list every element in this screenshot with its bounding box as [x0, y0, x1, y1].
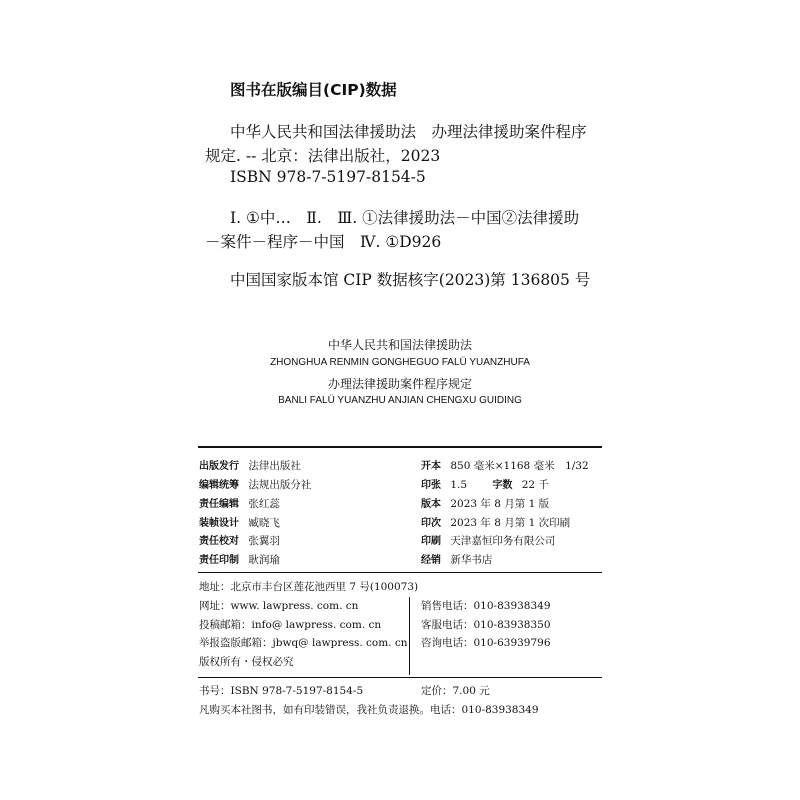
book-title-cn: 中华人民共和国法律援助法 [327, 338, 472, 352]
publication-value: 法规出版分社 [248, 479, 312, 491]
publication-row [421, 514, 570, 530]
publication-value: 850 毫米×1168 毫米 1/32 [450, 460, 589, 472]
publication-row [421, 476, 549, 492]
publication-row [199, 457, 301, 473]
copyright-notice: 版权所有・侵权必究 [199, 656, 294, 668]
publication-row [199, 476, 311, 492]
book-title-pinyin: ZHONGHUA RENMIN GONGHEGUO FALÜ YUANZHUFA [270, 357, 530, 368]
publication-row [199, 532, 280, 548]
service-phone: 客服电话：010-83938350 [421, 619, 551, 631]
publication-value: 张红蕊 [248, 498, 280, 510]
cip-isbn: ISBN 978-7-5197-8154-5 [230, 168, 426, 186]
cip-line: Ⅰ. ①中… Ⅱ. Ⅲ. ①法律援助法－中国②法律援助 [230, 209, 580, 227]
publication-row [199, 495, 280, 511]
publication-row [421, 532, 555, 548]
sales-phone: 销售电话：010-83938349 [421, 600, 551, 612]
publication-value: 天津嘉恒印务有限公司 [450, 535, 556, 547]
cip-approval-number: 中国国家版本馆 CIP 数据核字(2023)第 136805 号 [230, 271, 591, 289]
publication-row [199, 514, 280, 530]
cip-line: 规定. -- 北京：法律出版社，2023 [205, 147, 441, 165]
book-subtitle-cn: 办理法律援助案件程序规定 [327, 377, 472, 391]
publication-label: 责任编辑 [199, 499, 239, 510]
publisher-website: 网址：www. lawpress. com. cn [199, 600, 359, 612]
publication-label: 经销 [421, 555, 441, 566]
publication-value: 22 千 [521, 479, 549, 491]
publication-label: 责任印制 [199, 555, 239, 566]
publication-value: 2023 年 8 月第 1 次印刷 [450, 517, 571, 529]
divider-middle [198, 572, 602, 573]
piracy-report-email: 举报盗版邮箱：jbwq@ lawpress. com. cn [199, 637, 408, 649]
publication-value: 2023 年 8 月第 1 版 [450, 498, 550, 510]
publication-label: 字数 [492, 480, 513, 491]
contact-divider [409, 597, 410, 675]
publication-label: 责任校对 [199, 536, 239, 547]
publication-row [421, 495, 549, 511]
publication-value: 法律出版社 [248, 460, 301, 472]
publication-value: 臧晓飞 [248, 517, 280, 529]
publication-row [421, 551, 492, 567]
book-subtitle-pinyin: BANLI FALÜ YUANZHU ANJIAN CHENGXU GUIDING [278, 395, 522, 406]
publication-row [421, 457, 589, 473]
publication-value: 张翼羽 [248, 535, 280, 547]
publication-label: 出版发行 [199, 461, 239, 472]
publication-label: 开本 [421, 461, 441, 472]
publication-value: 1.5 [450, 479, 468, 491]
cip-title: 图书在版编目(CIP)数据 [230, 81, 397, 99]
publication-row [199, 551, 280, 567]
publication-value: 耿润瑜 [248, 554, 280, 566]
submission-email: 投稿邮箱：info@ lawpress. com. cn [199, 619, 382, 631]
publisher-address: 地址：北京市丰台区莲花池西里 7 号(100073) [199, 581, 419, 593]
divider-bottom [198, 677, 602, 678]
price: 定价：7.00 元 [421, 685, 490, 697]
publication-label: 版本 [421, 499, 441, 510]
isbn-number: 书号：ISBN 978-7-5197-8154-5 [199, 685, 364, 697]
cip-line: 中华人民共和国法律援助法 办理法律援助案件程序 [230, 123, 587, 141]
consult-phone: 咨询电话：010-63939796 [421, 637, 551, 649]
publication-label: 印刷 [421, 536, 441, 547]
publication-value: 新华书店 [450, 554, 493, 566]
publication-label: 印张 [421, 480, 441, 491]
publication-label: 印次 [421, 518, 441, 529]
publication-label: 装帧设计 [199, 518, 239, 529]
publication-label: 编辑统筹 [199, 480, 239, 491]
cip-line: －案件－程序－中国 Ⅳ. ①D926 [205, 233, 442, 251]
divider-top [198, 446, 602, 448]
return-notice: 凡购买本社图书，如有印装错误，我社负责退换。电话：010-83938349 [199, 704, 539, 716]
